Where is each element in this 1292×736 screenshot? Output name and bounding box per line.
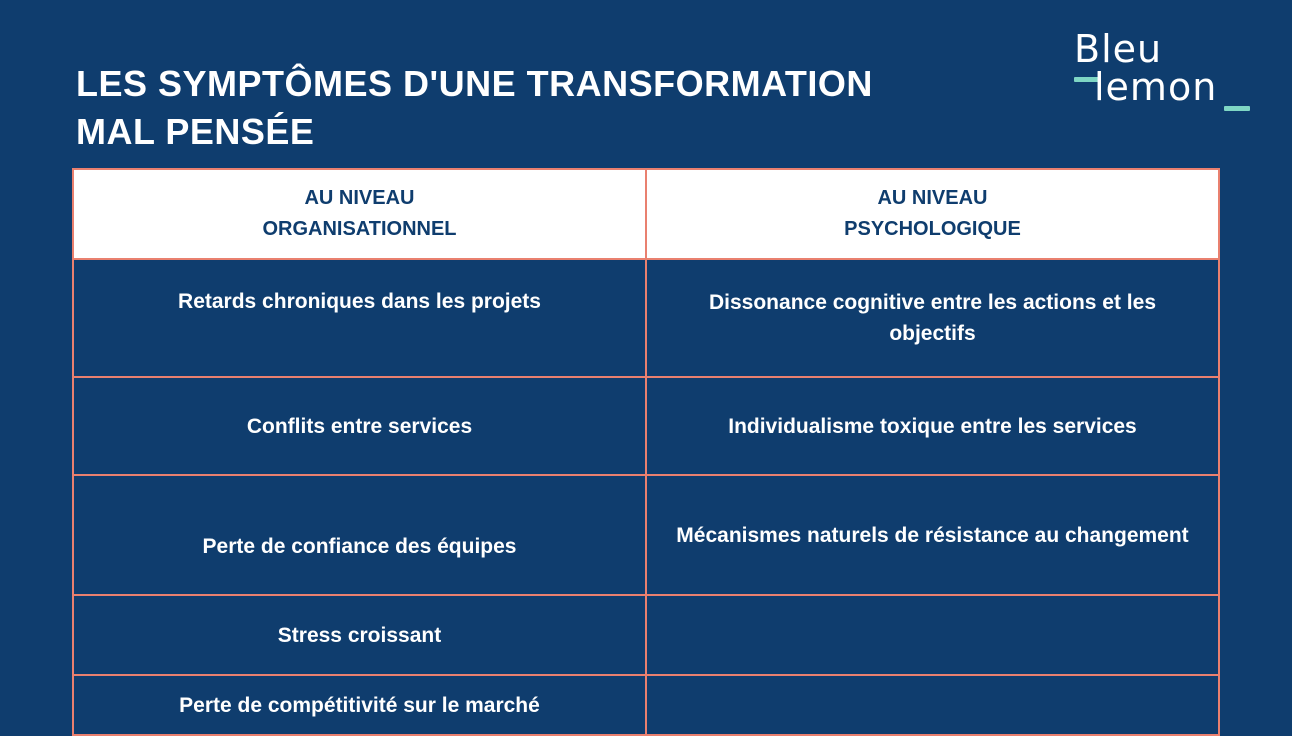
header-organisationnel bbox=[73, 169, 646, 259]
header-psychologique bbox=[646, 169, 1219, 259]
bleu-lemon-logo bbox=[1072, 27, 1252, 116]
table-row bbox=[73, 475, 1219, 595]
table-cell-organisationnel: Stress croissant bbox=[73, 595, 646, 675]
header-psychologique-line-2: PSYCHOLOGIQUE bbox=[844, 218, 1021, 240]
header-organisationnel-line-1: AU NIVEAU bbox=[304, 187, 415, 209]
table-row bbox=[73, 595, 1219, 675]
table-cell-organisationnel: Conflits entre services bbox=[73, 377, 646, 475]
page-title-line-2: MAL PENSÉE bbox=[76, 111, 315, 152]
page-title-line-1: LES SYMPTÔMES D'UNE TRANSFORMATION bbox=[76, 63, 873, 104]
header-psychologique-line-1: AU NIVEAU bbox=[877, 187, 988, 209]
logo-word-lemon: lemon bbox=[1094, 65, 1218, 109]
table-row bbox=[73, 675, 1219, 735]
table-cell-psychologique bbox=[646, 595, 1219, 675]
table-cell-psychologique: Mécanismes naturels de résistance au changement bbox=[646, 475, 1219, 595]
table-row bbox=[73, 259, 1219, 377]
header-organisationnel-line-2: ORGANISATIONNEL bbox=[262, 218, 457, 240]
table-cell-psychologique bbox=[646, 675, 1219, 735]
symptoms-table bbox=[72, 168, 1220, 736]
table-row bbox=[73, 377, 1219, 475]
table-cell-organisationnel: Perte de compétitivité sur le marché bbox=[73, 675, 646, 735]
table-cell-organisationnel: Perte de confiance des équipes bbox=[73, 475, 646, 595]
logo-word-bleu: Bleu bbox=[1074, 27, 1163, 71]
logo-accent-bar-right bbox=[1224, 106, 1250, 111]
table-cell-organisationnel: Retards chroniques dans les projets bbox=[73, 259, 646, 377]
page-title bbox=[76, 60, 976, 156]
table-header-row bbox=[73, 169, 1219, 259]
table-cell-psychologique: Dissonance cognitive entre les actions et les objectifs bbox=[646, 259, 1219, 377]
table-cell-psychologique: Individualisme toxique entre les services bbox=[646, 377, 1219, 475]
